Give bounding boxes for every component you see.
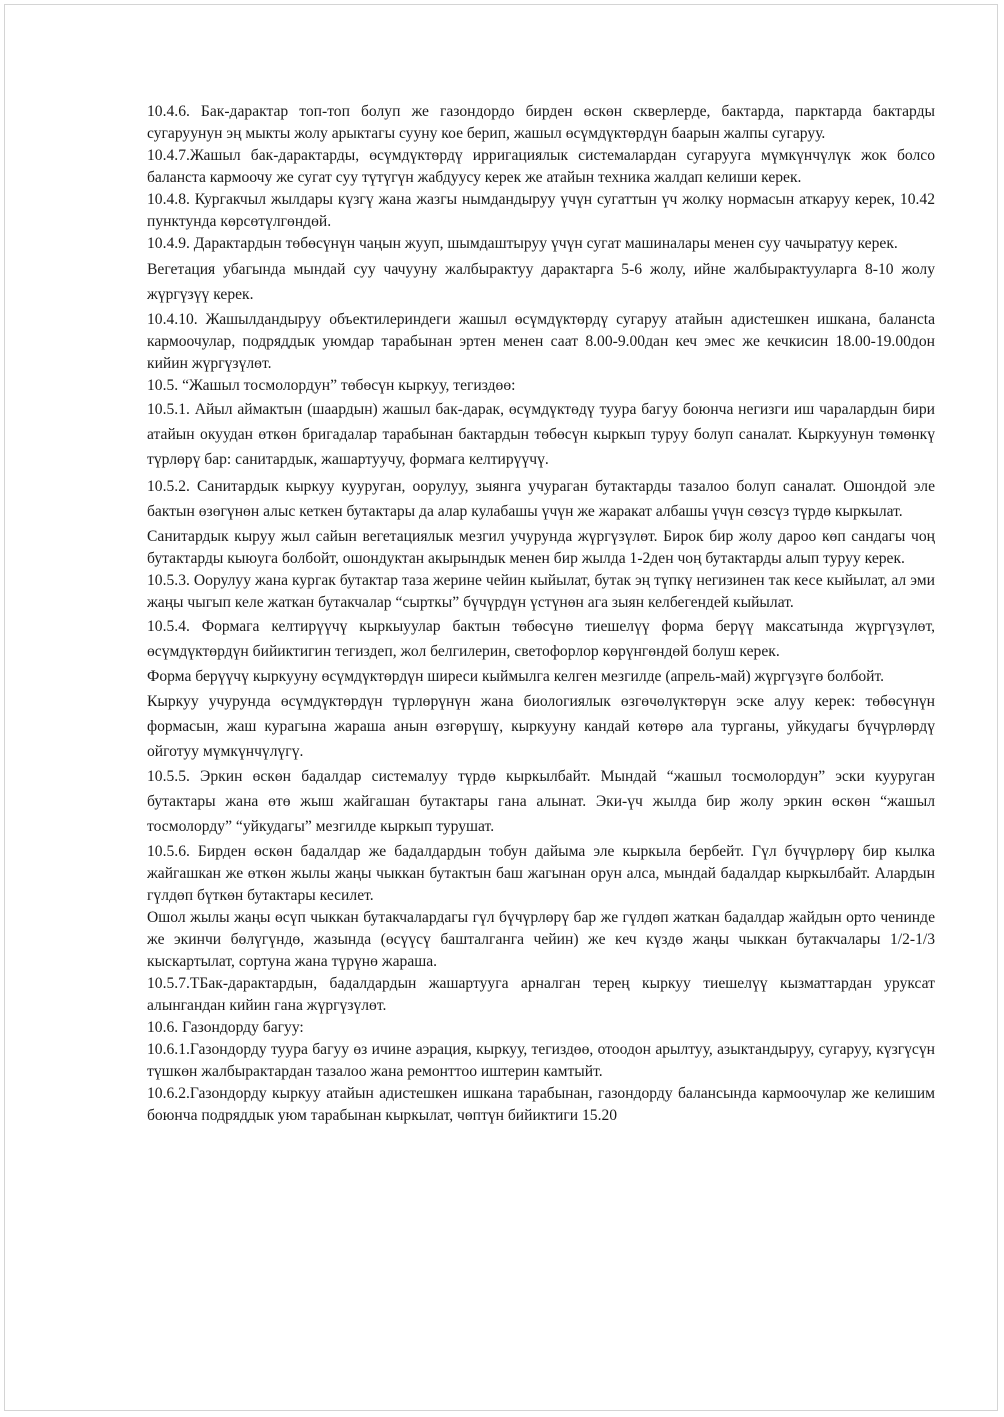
document-body xyxy=(147,101,935,1127)
paragraph-10-4-6: 10.4.6. Бак-дарактар топ-топ болуп же газондордо бирден өскөн скверлерде, бактарда, парктарда бактарды сугаруунун эң мыкты жолу арыктагы сууну кое берип, жашыл өсүмдүктөрдүн баарын жалпы сугаруу. xyxy=(147,103,935,142)
paragraph-10-5-5: 10.5.5. Эркин өскөн бадалдар системалуу түрдө кыркылбайт. Мындай “жашыл тосмолордун” эски кууруган бутактары жана өтө жыш жайгашан бутактары гана алынат. Эки-үч жылда бир жолу эркин өскөн “жашыл тосмолорду” “уйкудагы” мезгилде кыркып турушат. xyxy=(147,768,935,835)
paragraph-10-4-10: 10.4.10. Жашылдандыруу объектилериндеги жашыл өсүмдүктөрдү сугаруу атайын адистешкен ишкана, балансta кармоочулар, подряддык уюмдар тарабынан эртен менен саат 8.00-9.00дан кеч эмес же кечкисин 18.00-19.00дон кийин жүргүзүлөт. xyxy=(147,311,935,372)
paragraph-10-4-8: 10.4.8. Кургакчыл жылдары күзгү жана жазгы нымдандыруу үчүн сугаттын үч жолку нормасын аткаруу керек, 10.42 пунктунда көрсөтүлгөндөй. xyxy=(147,191,935,230)
paragraph-10-5-7: 10.5.7.ТБак-дарактардын, бадалдардын жашартууга арналган терең кыркуу тиешелүү кызматтардан уруксат алынгандан кийин гана жүргүзүлөт. xyxy=(147,975,935,1014)
paragraph-vegetation-spraying: Вегетация убагында мындай суу чачууну жалбырактуу дарактарга 5-6 жолу, ийне жалбырактууларга 8-10 жолу жүргүзүү керек. xyxy=(147,261,935,303)
paragraph-flower-buds: Ошол жылы жаңы өсүп чыккан бутакчалардагы гүл бүчүрлөрү бар же гүлдөп жаткан бадалдар жайдын орто ченинде же экинчи бөлүгүндө, жазында (өсүүсү башталганга чейин) же кеч күздө жаңы чыккан бутакчалары 1/2-1/3 кыскартылат, сортуна жана түрүнө жараша. xyxy=(147,909,935,970)
paragraph-sanitary-pruning: Санитардык кыруу жыл сайын вегетациялык мезгил учурунда жүргүзүлөт. Бирок бир жолу дароо көп сандагы чоң бутактарды кыюуга болбойт, ошондуктан акырындык менен бир жылда 1-2ден чоң бутактарды алып туруу керек. xyxy=(147,528,935,567)
paragraph-10-4-9: 10.4.9. Дарактардын төбөсүнүн чаңын жууп, шымдаштыруу үчүн сугат машиналары менен суу чачыратуу керек. xyxy=(147,235,898,252)
paragraph-10-5-2: 10.5.2. Санитардык кыркуу кууруган, оорулуу, зыянга учураган бутактарды тазалоо болуп саналат. Ошондой эле бактын өзөгүнөн алыс кеткен бутактары да алар кулабашы үчүн же жаракат албашы үчүн сөзсүз түрдө кыркылат. xyxy=(147,478,935,520)
document-page xyxy=(4,4,998,1411)
paragraph-shaping-pruning: Форма берүүчү кыркууну өсүмдүктөрдүн ширеси кыймылга келген мезгилде (апрель-май) жүргүзүгө болбойт. xyxy=(147,668,885,685)
paragraph-10-5-6: 10.5.6. Бирден өскөн бадалдар же бадалдардын тобун дайыма эле кыркыла бербейт. Гүл бүчүрлөрү бир кылка жайгашкан же өткөн жылы жаңы чыккан бутактын баш жагынан орун алса, мындай бадалдар кыркылбайт. Алардын гүлдөп бүткөн бутактары кесилет. xyxy=(147,843,935,904)
paragraph-10-6-1: 10.6.1.Газондорду туура багуу өз ичине аэрация, кыркуу, тегиздөө, отоодон арылтуу, азыктандыруу, сугаруу, күзгүсүн түшкөн жалбырактардан тазалоо жана ремонттоо иштерин камтыйт. xyxy=(147,1041,935,1080)
paragraph-10-5-3: 10.5.3. Оорулуу жана кургак бутактар таза жерине чейин кыйылат, бутак эң түпкү негизинен так кесе кыйылат, ал эми жаңы чыгып келе жаткан бутакчалар “сырткы” бүчүрдүн үстүнөн ага зыян келбегендей кыйылат. xyxy=(147,572,935,611)
section-heading-10-5: 10.5. “Жашыл тосмолордун” төбөсүн кыркуу, тегиздөө: xyxy=(147,377,516,394)
paragraph-10-5-1: 10.5.1. Айыл аймактын (шаардын) жашыл бак-дарак, өсүмдүктөдү туура багуу боюнча негизги иш чаралардын бири атайын окуудан өткөн бригадалар тарабынан бактардын төбөсүн кыркып туруу болуп саналат. Кыркуунун төмөнкү түрлөрү бар: санитардык, жашартуучу, формага келтирүүчү. xyxy=(147,401,935,468)
paragraph-10-6-2: 10.6.2.Газондорду кыркуу атайын адистешкен ишкана тарабынан, газондорду балансында кармоочулар же келишим боюнча подряддык уюм тарабынан кыркылат, чөптүн бийиктиги 15.20 xyxy=(147,1085,935,1124)
section-heading-10-6: 10.6. Газондорду багуу: xyxy=(147,1019,304,1036)
paragraph-pruning-considerations: Кыркуу учурунда өсүмдүктөрдүн түрлөрүнүн жана биологиялык өзгөчөлүктөрүн эске алуу керек: төбөсүнүн формасын, жаш курагына жараша анын өзгөрүшү, кыркууну кандай көтөрө ала турганы, уйкудагы бүчүрлөрдү ойготуу мүмкүнчүлүгү. xyxy=(147,693,935,760)
paragraph-10-5-4: 10.5.4. Формага келтирүүчү кыркыуулар бактын төбөсүнө тиешелүү форма берүү максатында жүргүзүлөт, өсүмдүктөрдүн бийиктигин тегиздеп, жол белгилерин, светофорлор көрүнгөндөй болуш керек. xyxy=(147,618,935,660)
paragraph-10-4-7: 10.4.7.Жашыл бак-дарактарды, өсүмдүктөрдү ирригациялык системалардан сугарууга мүмкүнчүлүк жок болсо баланста кармоочу же сугат суу түтүгүн жабдуусу керек же атайын техника жалдап келиши керек. xyxy=(147,147,935,186)
